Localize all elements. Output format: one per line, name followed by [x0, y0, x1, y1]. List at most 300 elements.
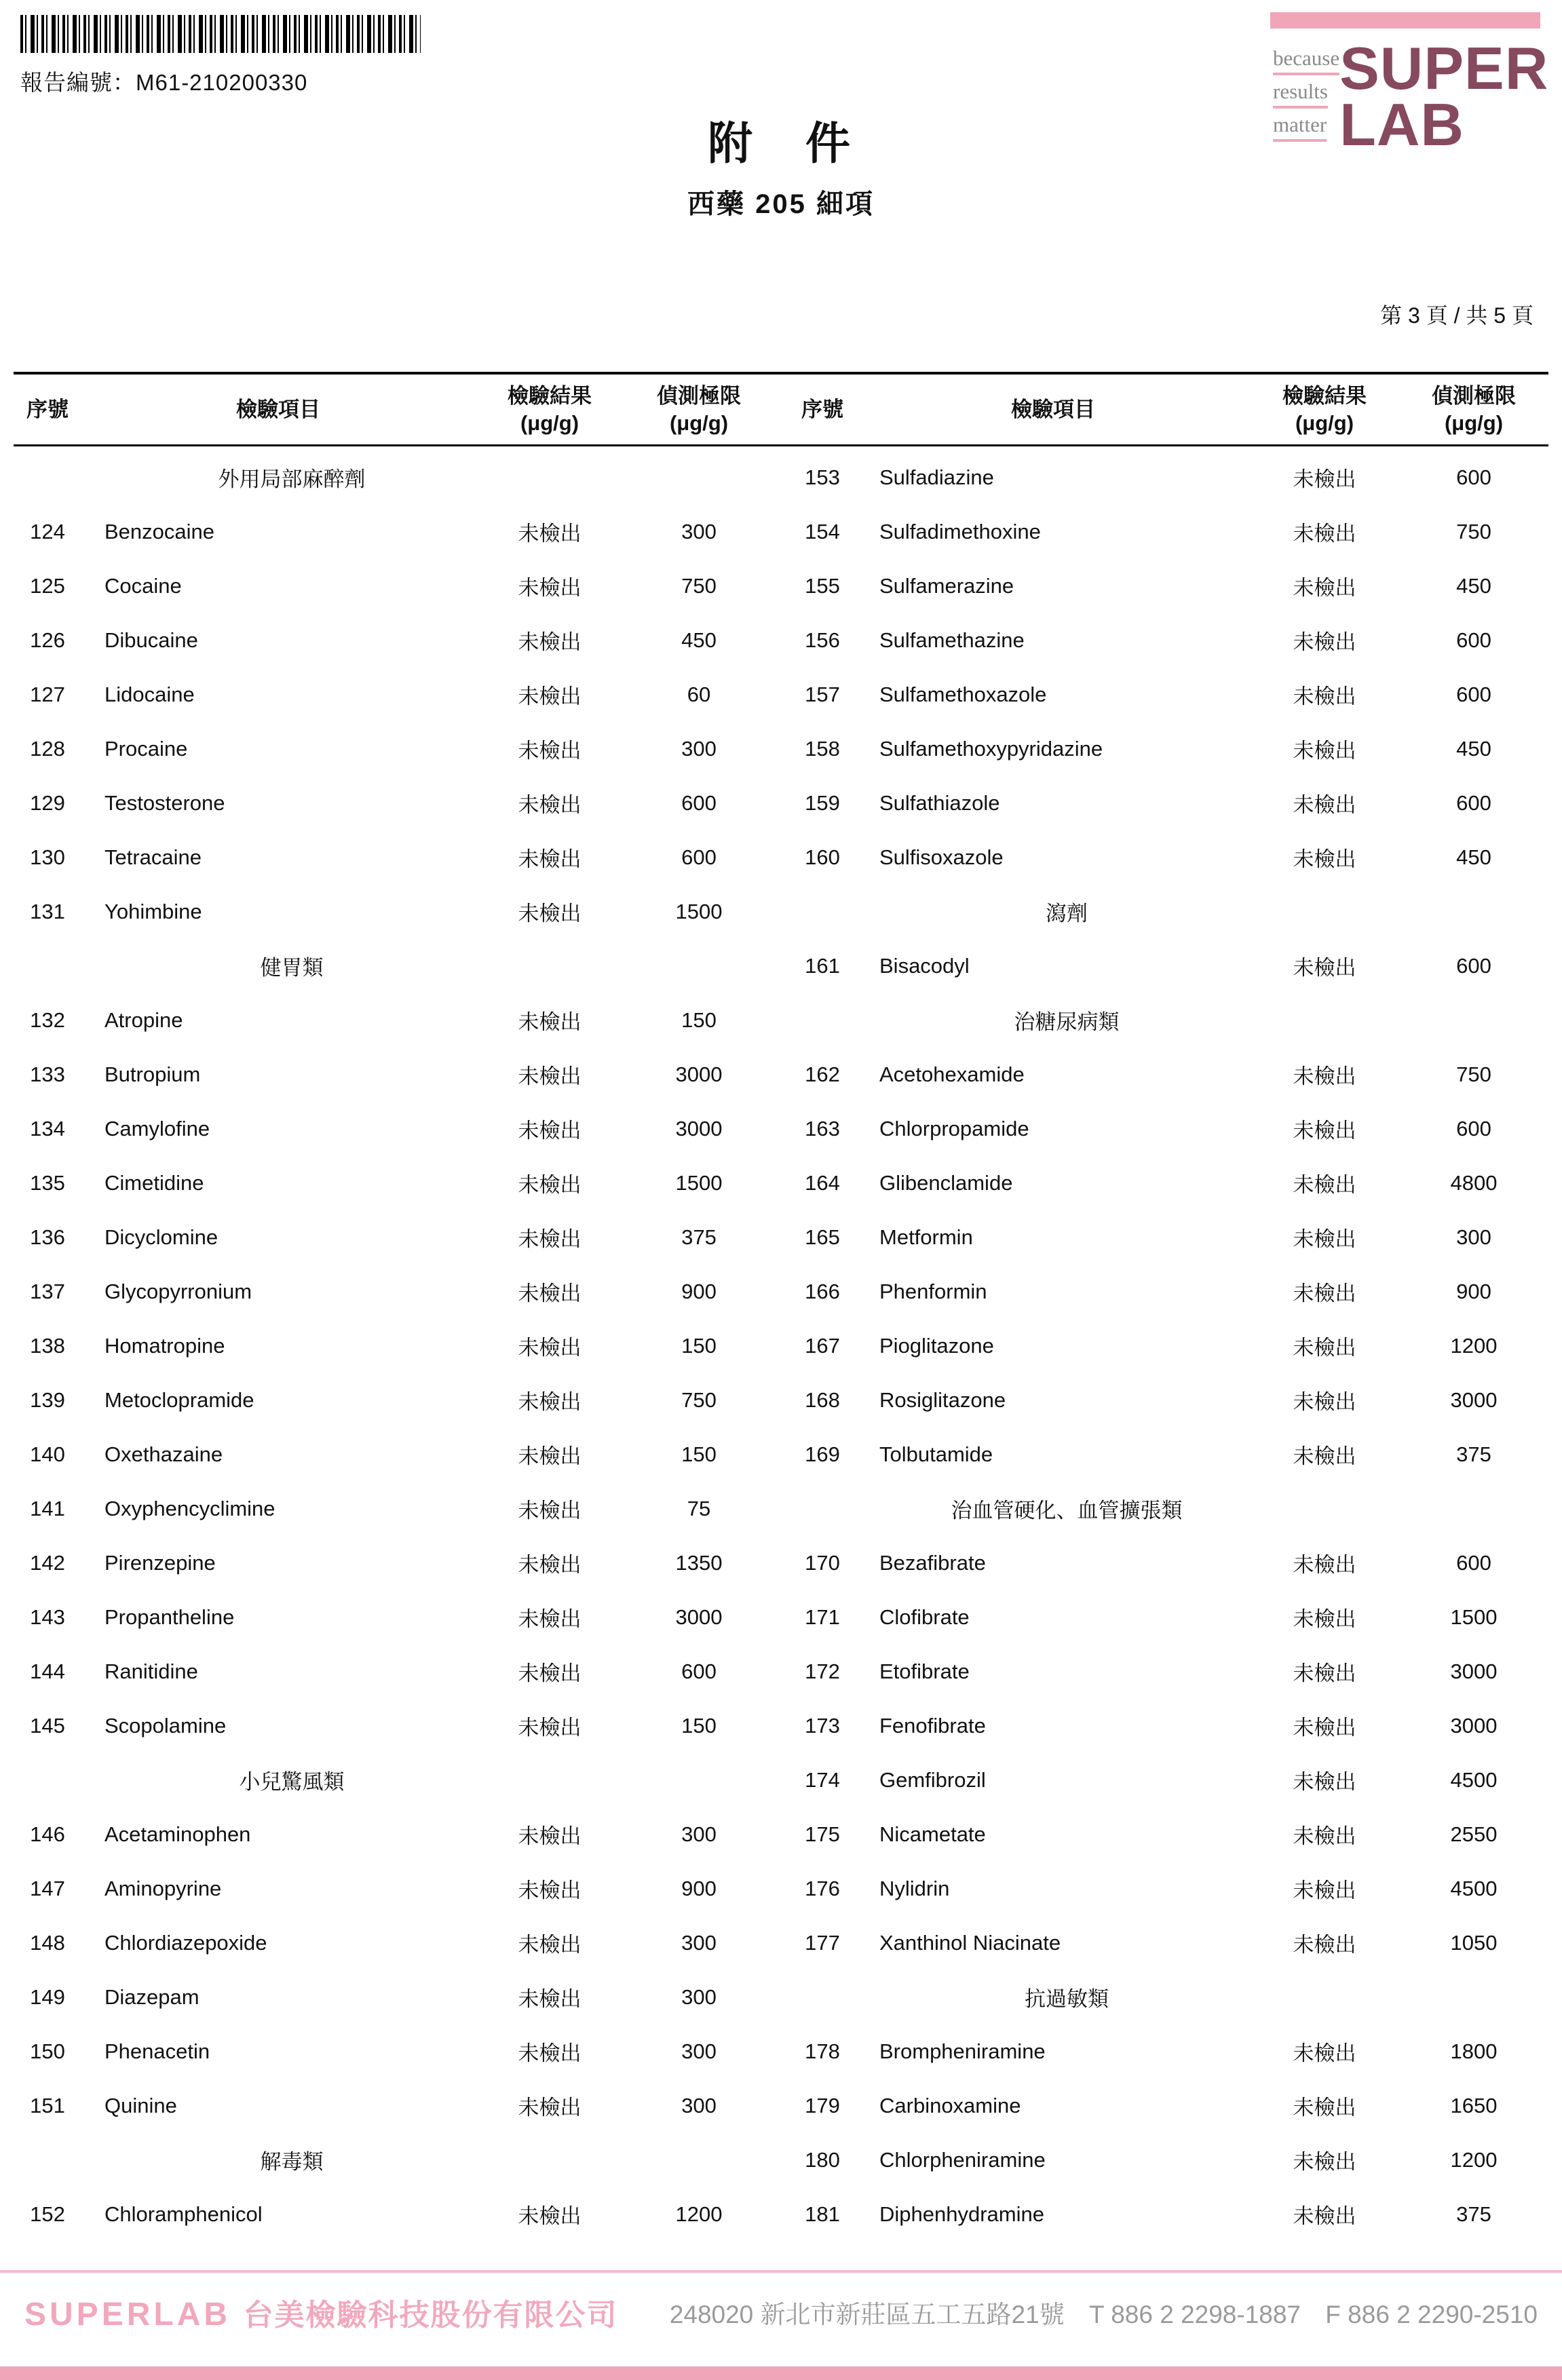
row-number: 154 [805, 519, 840, 543]
test-result: 未檢出 [518, 2204, 582, 2229]
detection-limit: 150 [681, 1007, 717, 1032]
row-number: 138 [30, 1333, 65, 1358]
row-number: 135 [30, 1170, 65, 1195]
detection-limit: 3000 [675, 1062, 723, 1086]
row-number: 178 [805, 2039, 840, 2063]
detection-limit: 150 [681, 1442, 717, 1466]
table-row [788, 722, 1548, 776]
detection-limit: 300 [681, 519, 717, 543]
detection-limit: 600 [1456, 1116, 1491, 1140]
table-row [14, 2024, 774, 2079]
row-number: 148 [30, 1930, 65, 1955]
detection-limit: 600 [1456, 953, 1491, 978]
table-row [788, 1536, 1548, 1590]
test-result: 未檢出 [518, 1662, 582, 1686]
header-limit-unit: (μg/g) [669, 411, 729, 436]
test-result: 未檢出 [1293, 1119, 1356, 1143]
test-item-name: Yohimbine [104, 899, 202, 923]
row-number: 150 [30, 2039, 65, 2063]
table-row [788, 939, 1548, 993]
detection-limit: 1800 [1450, 2039, 1498, 2063]
test-item-name: Chlordiazepoxide [104, 1930, 267, 1955]
row-number: 163 [805, 1116, 840, 1140]
detection-limit: 150 [681, 1333, 717, 1358]
row-number: 164 [805, 1170, 840, 1195]
table-row [14, 1970, 774, 2024]
test-item-name: Metoclopramide [104, 1387, 254, 1412]
category-label: 瀉劑 [1046, 902, 1088, 926]
table-row [14, 2079, 774, 2133]
test-result: 未檢出 [518, 1010, 582, 1035]
row-number: 147 [30, 1876, 65, 1900]
detection-limit: 1500 [1450, 1605, 1498, 1629]
header-no-label: 序號 [26, 398, 69, 422]
test-item-name: Benzocaine [104, 519, 215, 543]
detection-limit: 600 [681, 790, 717, 815]
test-result: 未檢出 [1293, 1390, 1356, 1415]
test-item-name: Butropium [104, 1062, 201, 1086]
table-row [14, 1482, 774, 1536]
table-row [14, 1210, 774, 1265]
row-number: 144 [30, 1659, 65, 1683]
detection-limit: 1200 [675, 2202, 723, 2226]
row-number: 171 [805, 1605, 840, 1629]
table-row [788, 1048, 1548, 1102]
test-result: 未檢出 [1293, 576, 1356, 600]
page-subtitle: 西藥 205 細項 [687, 189, 875, 219]
test-result: 未檢出 [1293, 522, 1356, 546]
test-result: 未檢出 [1293, 467, 1356, 492]
footer-divider [0, 2270, 1562, 2273]
table-row [14, 1699, 774, 1753]
detection-limit: 900 [681, 1279, 717, 1303]
test-item-name: Sulfamethazine [879, 628, 1025, 652]
table-row [788, 1265, 1548, 1319]
test-item-name: Phenformin [879, 1279, 987, 1303]
detection-limit: 1500 [675, 899, 723, 923]
detection-limit: 750 [681, 573, 717, 598]
tagline-word-because: because [1273, 46, 1339, 75]
test-result: 未檢出 [518, 576, 582, 600]
table-row [788, 1102, 1548, 1156]
test-result: 未檢出 [1293, 630, 1356, 655]
row-number: 170 [805, 1550, 840, 1575]
row-number: 173 [805, 1713, 840, 1738]
test-item-name: Xanthinol Niacinate [879, 1930, 1061, 1955]
page-footer [24, 2290, 1538, 2334]
table-row [14, 1590, 774, 1645]
row-number: 165 [805, 1225, 840, 1249]
test-result: 未檢出 [1293, 1879, 1356, 1903]
row-number: 152 [30, 2202, 65, 2226]
test-item-name: Tolbutamide [879, 1442, 993, 1466]
test-result: 未檢出 [518, 902, 582, 926]
test-result: 未檢出 [1293, 2041, 1356, 2066]
logo-wordmark [1339, 35, 1549, 158]
table-row [788, 1210, 1548, 1265]
table-row [788, 613, 1548, 668]
table-row [14, 1427, 774, 1482]
detection-limit: 3000 [675, 1116, 723, 1140]
detection-limit: 900 [681, 1876, 717, 1900]
category-label: 小兒驚風類 [239, 1770, 345, 1794]
detection-limit: 750 [1456, 519, 1491, 543]
header-limit [624, 383, 774, 438]
row-number: 129 [30, 790, 65, 815]
table-row [14, 1807, 774, 1862]
test-item-name: Scopolamine [104, 1713, 227, 1738]
header-no [14, 383, 81, 438]
test-result: 未檢出 [518, 739, 582, 763]
category-label: 治血管硬化、血管擴張類 [951, 1499, 1183, 1523]
row-number: 146 [30, 1822, 65, 1846]
table-row [788, 1373, 1548, 1427]
test-item-name: Bezafibrate [879, 1550, 986, 1575]
detection-limit: 300 [681, 2039, 717, 2063]
category-label: 外用局部麻醉劑 [218, 467, 366, 492]
detection-limit: 1050 [1450, 1930, 1498, 1955]
table-row [14, 505, 774, 559]
row-number: 124 [30, 519, 65, 543]
detection-limit: 600 [681, 845, 717, 869]
row-number: 167 [805, 1333, 840, 1358]
test-item-name: Lidocaine [104, 682, 195, 706]
header-result [1250, 383, 1399, 438]
table-row [788, 450, 1548, 505]
test-item-name: Glibenclamide [879, 1170, 1013, 1195]
table-row [788, 1753, 1548, 1807]
category-row [14, 450, 774, 505]
row-number: 143 [30, 1605, 65, 1629]
detection-limit: 2550 [1450, 1822, 1498, 1846]
detection-limit: 750 [681, 1387, 717, 1412]
test-item-name: Acetaminophen [104, 1822, 251, 1846]
row-number: 159 [805, 790, 840, 815]
row-number: 127 [30, 682, 65, 706]
test-result: 未檢出 [1293, 685, 1356, 709]
test-result: 未檢出 [518, 1824, 582, 1849]
row-number: 128 [30, 736, 65, 761]
tagline-word-matter: matter [1273, 113, 1327, 142]
test-result: 未檢出 [1293, 1662, 1356, 1686]
test-item-name: Sulfamethoxypyridazine [879, 736, 1103, 761]
test-item-name: Nylidrin [879, 1876, 950, 1900]
table-header-left [14, 383, 774, 438]
test-item-name: Sulfadimethoxine [879, 519, 1041, 543]
logo-top-bar [1270, 12, 1540, 28]
detection-limit: 4500 [1450, 1767, 1498, 1792]
row-number: 136 [30, 1225, 65, 1249]
table-row [14, 2187, 774, 2242]
detection-limit: 1200 [1450, 2147, 1498, 2172]
test-result: 未檢出 [1293, 1444, 1356, 1469]
detection-limit: 600 [1456, 682, 1491, 706]
test-item-name: Diphenhydramine [879, 2202, 1044, 2226]
table-row [788, 2133, 1548, 2187]
detection-limit: 4500 [1450, 1876, 1498, 1900]
detection-limit: 450 [1456, 736, 1491, 761]
detection-limit: 750 [1456, 1062, 1491, 1086]
table-row [14, 885, 774, 939]
test-item-name: Cocaine [104, 573, 182, 598]
test-result: 未檢出 [518, 847, 582, 872]
test-item-name: Chlorpheniramine [879, 2147, 1046, 2172]
detection-limit: 450 [1456, 845, 1491, 869]
test-result: 未檢出 [518, 1336, 582, 1360]
test-result: 未檢出 [518, 1607, 582, 1632]
company-fax: F 886 2 2290-2510 [1325, 2301, 1538, 2328]
detection-limit: 3000 [1450, 1713, 1498, 1738]
detection-limit: 375 [1456, 1442, 1491, 1466]
test-item-name: Dibucaine [104, 628, 198, 652]
detection-limit: 900 [1456, 1279, 1491, 1303]
row-number: 141 [30, 1496, 65, 1520]
detection-limit: 600 [1456, 628, 1491, 652]
row-number: 145 [30, 1713, 65, 1738]
test-result: 未檢出 [518, 1390, 582, 1415]
category-label: 健胃類 [260, 956, 324, 980]
test-result: 未檢出 [1293, 1336, 1356, 1360]
header-item [81, 383, 475, 438]
header-result-label: 檢驗結果 [508, 384, 592, 408]
test-result: 未檢出 [1293, 956, 1356, 980]
test-item-name: Pioglitazone [879, 1333, 994, 1358]
header-no [788, 383, 856, 438]
test-result: 未檢出 [518, 522, 582, 546]
test-result: 未檢出 [1293, 847, 1356, 872]
row-number: 181 [805, 2202, 840, 2226]
row-number: 126 [30, 628, 65, 652]
row-number: 179 [805, 2093, 840, 2117]
table-row [14, 1319, 774, 1373]
table-row [14, 1102, 774, 1156]
row-number: 133 [30, 1062, 65, 1086]
detection-limit: 450 [1456, 573, 1491, 598]
table-row [788, 2079, 1548, 2133]
row-number: 162 [805, 1062, 840, 1086]
page-number: 第 3 頁 / 共 5 頁 [1380, 303, 1534, 328]
detection-limit: 3000 [1450, 1659, 1498, 1683]
table-row [788, 1590, 1548, 1645]
test-result: 未檢出 [518, 1119, 582, 1143]
table-row [788, 668, 1548, 722]
detection-limit: 300 [681, 1984, 717, 2009]
results-table [14, 372, 1548, 2242]
test-result: 未檢出 [518, 2041, 582, 2066]
test-item-name: Gemfibrozil [879, 1767, 986, 1792]
test-item-name: Nicametate [879, 1822, 986, 1846]
row-number: 175 [805, 1822, 840, 1846]
test-item-name: Dicyclomine [104, 1225, 218, 1249]
detection-limit: 60 [687, 682, 711, 706]
detection-limit: 4800 [1450, 1170, 1498, 1195]
detection-limit: 300 [681, 1822, 717, 1846]
table-row [14, 1048, 774, 1102]
table-row [14, 1156, 774, 1210]
category-row [788, 1970, 1548, 2024]
table-right-column [788, 450, 1548, 2242]
detection-limit: 300 [681, 736, 717, 761]
test-result: 未檢出 [518, 630, 582, 655]
barcode [20, 15, 421, 53]
logo-word-super: SUPER [1339, 35, 1549, 102]
test-item-name: Homatropine [104, 1333, 225, 1358]
header-item-label: 檢驗項目 [1011, 398, 1095, 422]
table-row [788, 559, 1548, 613]
detection-limit: 3000 [675, 1605, 723, 1629]
logo-tagline [1273, 46, 1339, 153]
test-result: 未檢出 [518, 1444, 582, 1469]
test-item-name: Tetracaine [104, 845, 202, 869]
test-result: 未檢出 [518, 2096, 582, 2120]
table-row [14, 668, 774, 722]
detection-limit: 1500 [675, 1170, 723, 1195]
test-item-name: Ranitidine [104, 1659, 198, 1683]
test-item-name: Chlorpropamide [879, 1116, 1029, 1140]
table-row [14, 559, 774, 613]
table-row [788, 1319, 1548, 1373]
table-row [14, 1265, 774, 1319]
test-item-name: Diazepam [104, 1984, 199, 2009]
company-address: 248020 新北市新莊區五工五路21號 [669, 2301, 1065, 2328]
test-result: 未檢出 [518, 1987, 582, 2012]
test-item-name: Bisacodyl [879, 953, 970, 978]
test-item-name: Brompheniramine [879, 2039, 1046, 2063]
table-row [14, 1645, 774, 1699]
test-item-name: Carbinoxamine [879, 2093, 1021, 2117]
category-label: 解毒類 [260, 2150, 324, 2174]
row-number: 153 [805, 465, 840, 489]
table-header-right [788, 383, 1548, 438]
bottom-pink-bar [0, 2366, 1562, 2380]
header-result-unit: (μg/g) [1295, 411, 1354, 436]
test-result: 未檢出 [518, 1064, 582, 1089]
test-item-name: Sulfadiazine [879, 465, 994, 489]
table-row [14, 1536, 774, 1590]
test-result: 未檢出 [518, 1933, 582, 1957]
table-row [788, 2024, 1548, 2079]
category-row [788, 993, 1548, 1048]
detection-limit: 75 [687, 1496, 711, 1520]
detection-limit: 600 [1456, 465, 1491, 489]
test-result: 未檢出 [1293, 1824, 1356, 1849]
detection-limit: 300 [681, 1930, 717, 1955]
test-result: 未檢出 [518, 685, 582, 709]
row-number: 125 [30, 573, 65, 598]
header-item-label: 檢驗項目 [236, 398, 320, 422]
detection-limit: 300 [1456, 1225, 1491, 1249]
test-item-name: Etofibrate [879, 1659, 970, 1683]
logo-body [1270, 35, 1549, 158]
row-number: 172 [805, 1659, 840, 1683]
test-item-name: Phenacetin [104, 2039, 210, 2063]
row-number: 156 [805, 628, 840, 652]
test-result: 未檢出 [518, 793, 582, 818]
header-result-label: 檢驗結果 [1282, 384, 1367, 408]
test-item-name: Sulfathiazole [879, 790, 1000, 815]
test-item-name: Chloramphenicol [104, 2202, 263, 2226]
row-number: 177 [805, 1930, 840, 1955]
table-row [14, 1916, 774, 1970]
detection-limit: 375 [681, 1225, 717, 1249]
category-row [788, 1482, 1548, 1536]
company-contact [670, 2294, 1538, 2330]
test-item-name: Atropine [104, 1007, 183, 1032]
test-result: 未檢出 [1293, 1282, 1356, 1306]
test-result: 未檢出 [1293, 2204, 1356, 2229]
company-name [24, 2290, 617, 2334]
test-item-name: Camylofine [104, 1116, 210, 1140]
company-phone: T 886 2 2298-1887 [1088, 2301, 1301, 2328]
test-result: 未檢出 [1293, 1173, 1356, 1197]
test-result: 未檢出 [1293, 1553, 1356, 1577]
row-number: 149 [30, 1984, 65, 2009]
company-name-zh: 台美檢驗科技股份有限公司 [243, 2299, 618, 2332]
table-row [788, 1916, 1548, 1970]
test-item-name: Oxyphencyclimine [104, 1496, 275, 1520]
test-item-name: Pirenzepine [104, 1550, 216, 1575]
test-item-name: Propantheline [104, 1605, 235, 1629]
company-name-en: SUPERLAB [24, 2297, 231, 2333]
category-row [14, 939, 774, 993]
table-row [788, 2187, 1548, 2242]
test-item-name: Acetohexamide [879, 1062, 1025, 1086]
row-number: 168 [805, 1387, 840, 1412]
test-item-name: Aminopyrine [104, 1876, 222, 1900]
category-row [14, 1753, 774, 1807]
table-header [14, 372, 1548, 446]
detection-limit: 600 [681, 1659, 717, 1683]
category-row [14, 2133, 774, 2187]
test-result: 未檢出 [518, 1282, 582, 1306]
category-row [788, 885, 1548, 939]
table-body [14, 450, 1548, 2242]
row-number: 155 [805, 573, 840, 598]
test-result: 未檢出 [518, 1227, 582, 1252]
row-number: 137 [30, 1279, 65, 1303]
table-row [788, 1427, 1548, 1482]
row-number: 158 [805, 736, 840, 761]
test-item-name: Fenofibrate [879, 1713, 986, 1738]
header-result [475, 383, 624, 438]
row-number: 166 [805, 1279, 840, 1303]
superlab-logo [1270, 12, 1549, 158]
tagline-word-results: results [1273, 79, 1328, 109]
row-number: 169 [805, 1442, 840, 1466]
logo-word-lab: LAB [1339, 90, 1464, 158]
row-number: 139 [30, 1387, 65, 1412]
header-no-label: 序號 [801, 398, 843, 422]
table-row [788, 830, 1548, 885]
category-label: 治糖尿病類 [1014, 1010, 1120, 1035]
row-number: 130 [30, 845, 65, 869]
test-item-name: Testosterone [104, 790, 225, 815]
row-number: 180 [805, 2147, 840, 2172]
header-limit-label: 偵測極限 [1432, 384, 1516, 408]
table-row [788, 1862, 1548, 1916]
test-result: 未檢出 [1293, 1716, 1356, 1740]
row-number: 134 [30, 1116, 65, 1140]
row-number: 132 [30, 1007, 65, 1032]
table-row [14, 1373, 774, 1427]
detection-limit: 300 [681, 2093, 717, 2117]
test-item-name: Cimetidine [104, 1170, 204, 1195]
detection-limit: 150 [681, 1713, 717, 1738]
detection-limit: 375 [1456, 2202, 1491, 2226]
table-row [788, 1645, 1548, 1699]
header-limit-label: 偵測極限 [657, 384, 741, 408]
category-label: 抗過敏類 [1025, 1987, 1109, 2012]
